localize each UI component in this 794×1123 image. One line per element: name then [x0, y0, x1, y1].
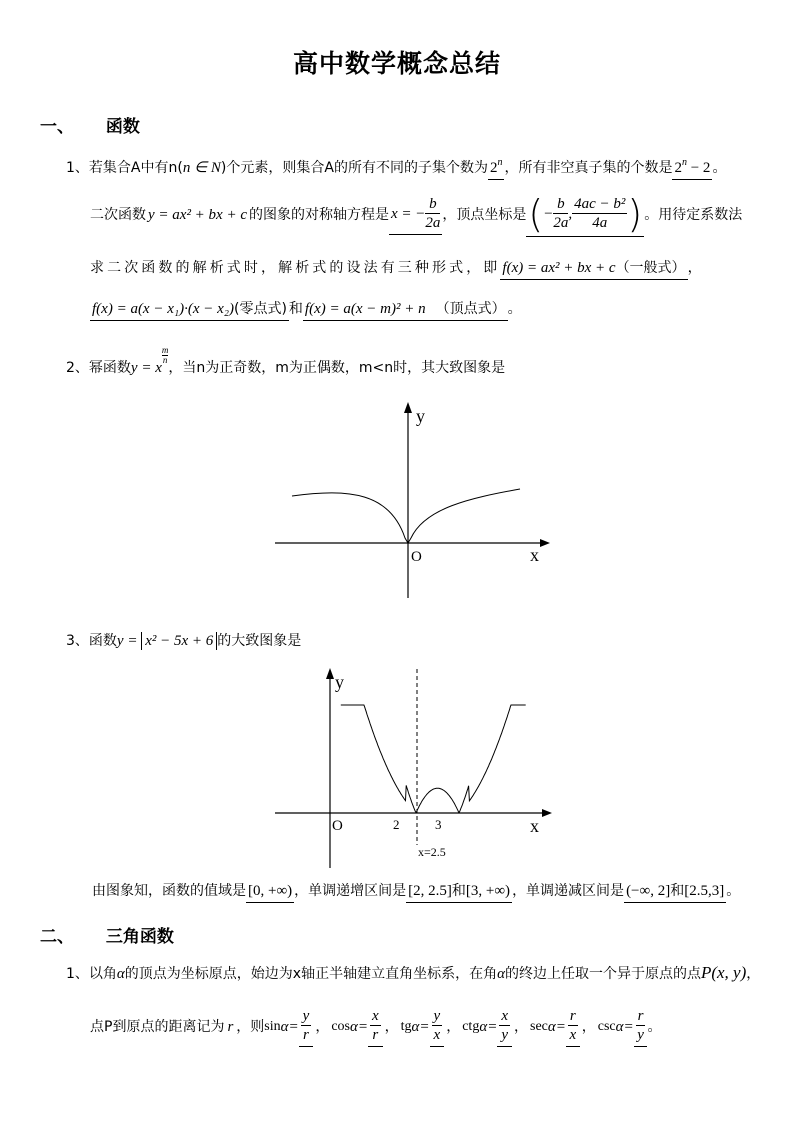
trig-definitions: sin α= $\frac{y}{r}$ ， cos α= $\frac{x}{r}$ ， tg α= $\frac{y}{x}$ ， ctg α= $\frac{x}{y}$ ， sec α= $\frac{r}{x}$ ， csc α= $\frac{r}{y}$ [264, 1007, 647, 1047]
math: n ∈ N [182, 160, 221, 176]
trig-def-sec: sec α= $\frac{r}{x}$ [530, 1007, 580, 1047]
text: 若集合A中有n( [88, 160, 183, 176]
conclusion-line: 由图象知，函数的值域是 [0, +∞) ，单调递增区间是 [2, 2.5]和[3, +∞) ，单调递减区间是 (−∞, 2]和[2.5,3] 。 [92, 881, 740, 903]
answer-axis: x = − $\frac{b}{2a}$ [389, 195, 442, 235]
trig-def-csc: csc α= $\frac{r}{y}$ [598, 1007, 648, 1047]
section-number: 二、 [40, 927, 74, 947]
y-label: y [335, 672, 344, 692]
text: 。用待定系数法 [644, 207, 743, 223]
section-heading-2 [40, 922, 174, 947]
math-point: P(x, y) [700, 963, 747, 982]
item-number: 1、 [66, 160, 89, 176]
text: 的图象的对称轴方程是 [249, 207, 389, 223]
item-1-line: 1、若集合A中有n(n ∈ N)个元素，则集合A的所有不同的子集个数为 2$^n$ ，所有非空真子集的个数是 $2^n - 2$ 。 [66, 153, 726, 180]
text: 求二次函数的解析式时，解析式的设法有三种形式，即 [90, 260, 501, 276]
answer-general-form: f(x) = ax² + bx + c（一般式） [500, 258, 687, 280]
math-power: y = x $\frac{m}{n}$ [130, 345, 169, 376]
item-2-line: 2、幂函数y = x $\frac{m}{n}$ ，当n为正奇数，m为正偶数，m<n时，其大致图象是 [66, 345, 506, 376]
math-alpha: α [497, 966, 505, 982]
x-axis-arrow [540, 539, 550, 547]
trig-def-sin: sin α= $\frac{y}{r}$ [264, 1007, 313, 1047]
trig-line-1: 1、以角α的顶点为坐标原点，始边为x轴正半轴建立直角坐标系，在角α的终边上任取一个异于原点的点P(x, y)， [66, 963, 761, 982]
text: 二次函数 [90, 207, 146, 223]
text: ，顶点坐标是 [442, 207, 527, 223]
answer-vertex-form: f(x) = a(x − m)² + n （顶点式） [303, 299, 508, 321]
answer-zero-form: f(x) = a(x − x₁)·(x − x₂)(零点式) [90, 299, 289, 321]
math-abs: y = x² − 5x + 6 [117, 632, 217, 650]
x-axis-arrow [542, 809, 552, 817]
tick-label-3: 3 [435, 817, 442, 832]
section-name: 三角函数 [105, 927, 174, 947]
section-name: 函数 [105, 117, 140, 137]
origin-label: O [411, 549, 422, 565]
symmetry-label: x=2.5 [418, 845, 446, 859]
trig-line-2: 点P到原点的距离记为 r ，则 sin α= $\frac{y}{r}$ ， cos α= $\frac{x}{r}$ ， tg α= $\frac{y}{x}$ ， ctg α= $\frac{x}{y}$ ， sec α= $\frac{r}{x}$ ， csc α= $\frac{r}{y}$ 。 [90, 1005, 661, 1049]
y-label: y [416, 406, 425, 426]
tick-label-2: 2 [393, 817, 400, 832]
answer-range: [0, +∞) [246, 881, 294, 903]
curve [341, 705, 526, 812]
answer-subset-count: 2$^n$ [488, 153, 505, 180]
page-title: 高中数学概念总结 [292, 49, 501, 78]
answer-increasing: [2, 2.5]和[3, +∞) [406, 881, 512, 903]
item-3-line: 3、函数y = x² − 5x + 6 的大致图象是 [66, 633, 302, 649]
y-axis-arrow [404, 402, 412, 413]
section-number: 一、 [40, 117, 74, 137]
answer-decreasing: (−∞, 2]和[2.5,3] [624, 881, 726, 903]
trig-def-tg: tg α= $\frac{y}{x}$ [401, 1007, 445, 1047]
text: )个元素，则集合A的所有不同的子集个数为 [220, 160, 488, 176]
origin-label: O [332, 818, 343, 834]
math-r: r [227, 1019, 234, 1035]
abs-quadratic-graph [270, 665, 560, 870]
quadratic-line-3: f(x) = a(x − x₁)·(x − x₂)(零点式) 和 f(x) = a(x − m)² + n （顶点式） 。 [90, 299, 522, 321]
power-function-graph [270, 398, 560, 603]
answer-proper-subset-count: $2^n - 2$ [672, 153, 712, 180]
x-label: x [530, 545, 539, 565]
text: ，所有非空真子集的个数是 [504, 160, 673, 176]
quadratic-line-2: 求二次函数的解析式时，解析式的设法有三种形式，即 f(x) = ax² + bx + c（一般式） ， [90, 258, 705, 280]
math-quadratic: y = ax² + bx + c [148, 207, 247, 223]
quadratic-line-1 [90, 190, 742, 240]
curve [292, 489, 520, 543]
x-label: x [530, 816, 539, 836]
trig-def-cos: cos α= $\frac{x}{r}$ [331, 1007, 382, 1047]
section-heading-1 [40, 112, 140, 137]
math-alpha: α [116, 966, 125, 982]
answer-vertex: ( − $\frac{b}{2a}$ , $\frac{\text{4ac − b²}}{4a}$ ) [528, 191, 643, 236]
y-axis-arrow [326, 668, 334, 679]
trig-def-ctg: ctg α= $\frac{x}{y}$ [462, 1007, 512, 1047]
